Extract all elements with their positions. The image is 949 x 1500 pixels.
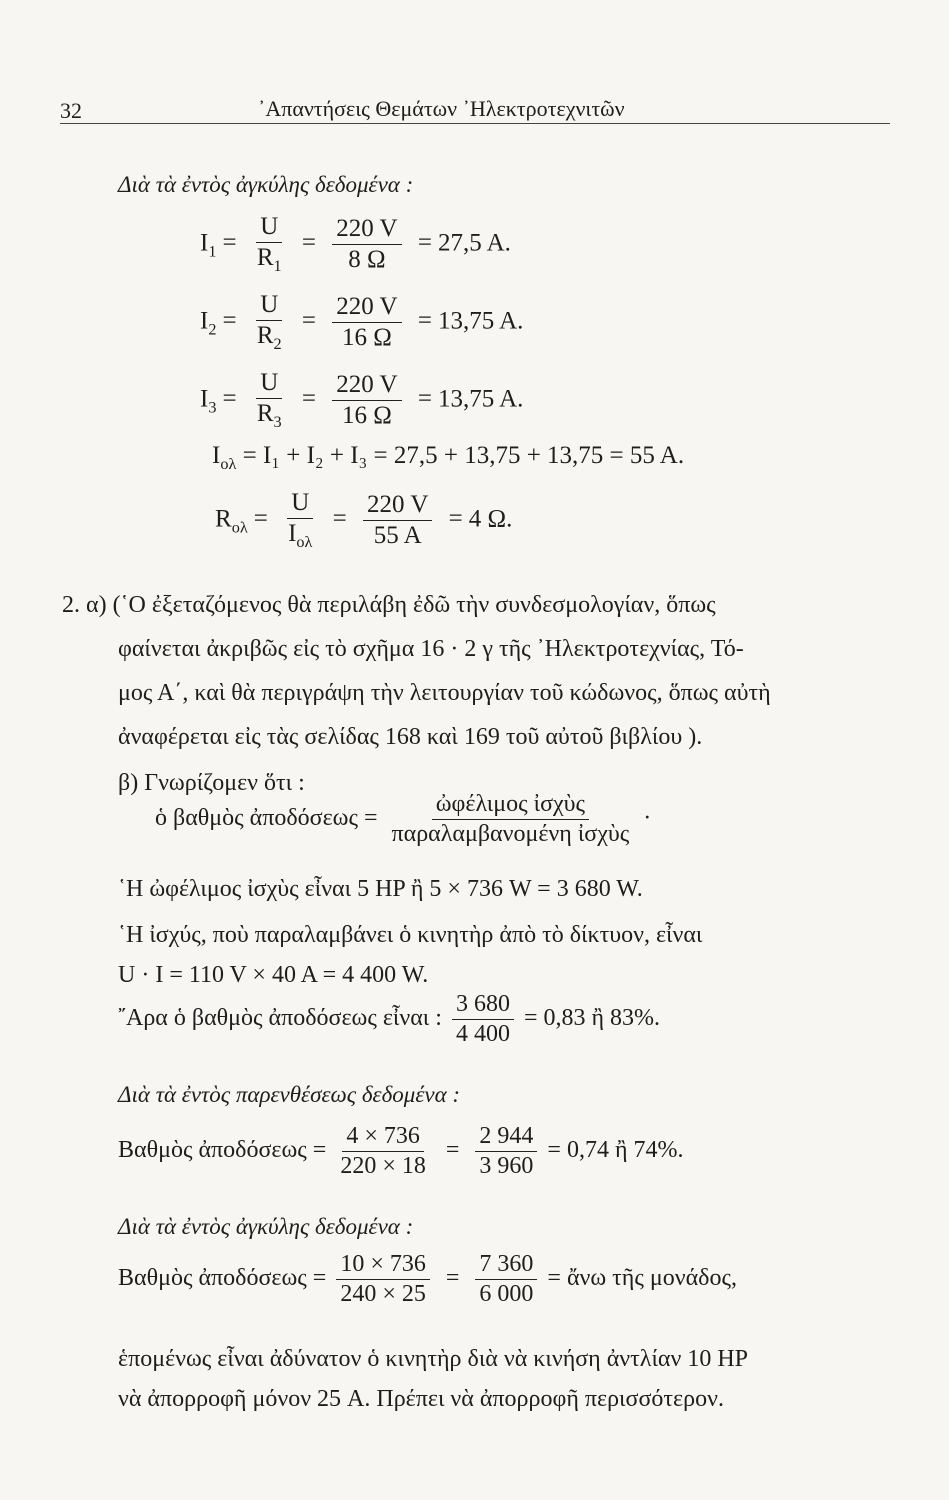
conclusion-line-1: ἑπομένως εἶναι ἀδύνατον ὁ κινητὴρ διὰ νὰ κινήση ἀντλίαν 10 HP	[118, 1346, 748, 1372]
alpha-line-3: μος Α΄, καὶ θὰ περιγράψη τὴν λειτουργίαν τοῦ κώδωνος, ὅπως αὐτὴ	[118, 680, 771, 706]
fraction: $\frac{220 V}{16 \Omega}$	[332, 372, 401, 430]
section1-heading: Διὰ τὰ ἐντὸς ἀγκύλης δεδομένα :	[118, 172, 414, 197]
fraction: $\frac{U}{R_2}$	[256, 291, 282, 354]
fraction: $\frac{220 V}{16 \Omega}$	[332, 294, 401, 352]
section3-heading: Διὰ τὰ ἐντὸς παρενθέσεως δεδομένα :	[118, 1082, 461, 1107]
alpha-line-1: 2. α) (῾Ο ἐξεταζόμενος θὰ περιλάβη ἐδῶ τὴν συνδεσμολογίαν, ὅπως	[62, 592, 716, 618]
equation-i2: $I_2$ = $\frac{U}{R_2}$ = $\frac{220 V}{16 \Omega}$ = 13,75 A.	[200, 291, 524, 354]
header-rule	[60, 123, 890, 124]
fraction: $\frac{U}{R_3}$	[256, 369, 282, 432]
conclusion-line-2: νὰ ἀπορροφῆ μόνον 25 A. Πρέπει νὰ ἀπορροφῆ περισσότερον.	[118, 1386, 724, 1412]
fraction: $\frac{U}{I_{o\lambda}}$	[288, 489, 313, 552]
equation-i-total: $I_{o\lambda} = I_1 + I_2 + I_3 = 27,5 + 13,75 + 13,75 = 55$ A.	[212, 442, 685, 473]
running-title: ᾽Απαντήσεις Θεμάτων ᾽Ηλεκτροτεχνιτῶν	[258, 96, 625, 121]
fraction: $\frac{7 360}{6 000}$	[475, 1252, 537, 1307]
equation-i1: $I_1$ = $\frac{U}{R_1}$ = $\frac{220 V}{8 \Omega}$ = 27,5 A.	[200, 213, 511, 276]
efficiency-definition: ὁ βαθμὸς ἀποδόσεως = $\frac{\text{ὠφέλιμος ἰσχὺς}}{\text{παραλαμβανομένη ἰσχὺς}}$ ·	[155, 791, 652, 848]
fraction: $\frac{220 V}{55 A}$	[363, 492, 432, 550]
equation-i3: $I_3$ = $\frac{U}{R_3}$ = $\frac{220 V}{16 \Omega}$ = 13,75 A.	[200, 369, 524, 432]
fraction: $\frac{4 \times 736}{220 \times 18}$	[340, 1123, 426, 1180]
equation-r-total: $R_{o\lambda}$ = $\frac{U}{I_{o\lambda}}$ = $\frac{220 V}{55 A}$ = 4 Ω.	[215, 489, 513, 552]
alpha-line-2: φαίνεται ἀκριβῶς εἰς τὸ σχῆμα 16 · 2 γ τῆς ᾽Ηλεκτροτεχνίας, Τό-	[118, 636, 744, 662]
input-power-line-1: ῾Η ἰσχύς, ποὺ παραλαμβάνει ὁ κινητὴρ ἀπὸ τὸ δίκτυον, εἶναι	[118, 922, 703, 948]
fraction: $\frac{220 V}{8 \Omega}$	[332, 216, 401, 274]
efficiency-result: ῎Αρα ὁ βαθμὸς ἀποδόσεως εἶναι : $\frac{3 680}{4 400}$ = 0,83 ἢ 83%.	[118, 991, 661, 1048]
input-power-line-2: U · I = 110 V × 40 A = 4 400 W.	[118, 962, 429, 988]
section4-heading: Διὰ τὰ ἐντὸς ἀγκύλης δεδομένα :	[118, 1214, 414, 1239]
useful-power: ῾Η ὠφέλιμος ἰσχὺς εἶναι 5 HP ἢ 5 × 736 W = 3 680 W.	[118, 876, 643, 902]
fraction: $\frac{\text{ὠφέλιμος ἰσχὺς}}{\text{παραλαμβανομένη ἰσχὺς}}$	[391, 791, 630, 848]
fraction: $\frac{10 \times 736}{240 \times 25}$	[336, 1252, 430, 1307]
alpha-line-4: ἀναφέρεται εἰς τὰς σελίδας 168 καὶ 169 τοῦ αὐτοῦ βιβλίου ).	[118, 724, 703, 750]
efficiency-equation-3: Βαθμὸς ἀποδόσεως = $\frac{10 \times 736}{240 \times 25}$ = $\frac{7 360}{6 000}$ = ἄνω τῆς μονάδος,	[118, 1251, 737, 1308]
fraction: $\frac{U}{R_1}$	[256, 213, 282, 276]
beta-intro: β) Γνωρίζομεν ὅτι :	[118, 770, 305, 796]
efficiency-equation-2: Βαθμὸς ἀποδόσεως = $\frac{4 \times 736}{220 \times 18}$ = $\frac{2 944}{3 960}$ = 0,74 ἢ 74%.	[118, 1123, 684, 1180]
fraction: $\frac{2 944}{3 960}$	[475, 1124, 537, 1179]
fraction: $\frac{3 680}{4 400}$	[452, 992, 514, 1047]
page-number: 32	[60, 98, 82, 123]
